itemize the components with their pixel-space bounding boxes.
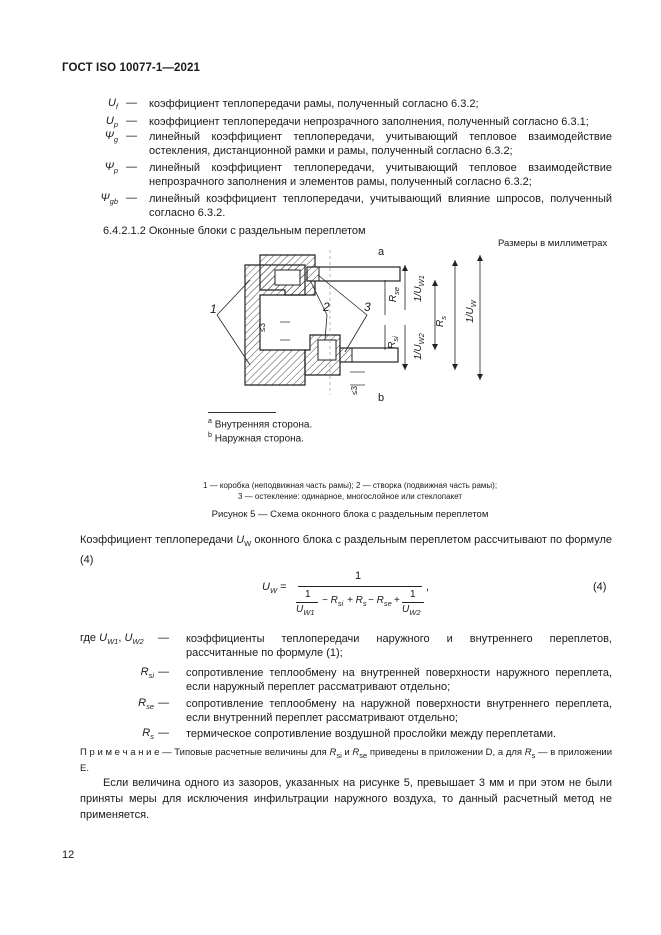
rse-label: $R_{se}$: [388, 286, 402, 303]
uw2-label: $1/U_{W2}$: [412, 333, 426, 360]
formula-inner-bar-2: [402, 602, 424, 603]
def-dash: —: [126, 130, 137, 142]
def-dash: —: [126, 161, 137, 173]
formula-number: (4): [593, 581, 607, 593]
def-symbol: $\Psi_g$: [104, 130, 118, 145]
callout-2: 2: [323, 300, 330, 314]
formula-inner-one-1: 1: [305, 589, 311, 600]
where-symbol: $R_{se}$: [138, 697, 154, 712]
section-heading: 6.4.2.1.2 Оконные блоки с раздельным переплетом: [103, 225, 366, 237]
footnote-divider: [208, 412, 276, 413]
formula-inner-one-2: 1: [410, 589, 416, 600]
formula-plus: +: [394, 595, 400, 606]
def-dash: —: [126, 115, 137, 127]
rs-label: $R_s$: [434, 316, 448, 327]
figure-legend-line1: 1 — коробка (неподвижная часть рамы); 2 — створка (подвижная часть рамы);: [202, 481, 498, 490]
where-text: термическое сопротивление воздушной прослойки между переплетами.: [186, 728, 557, 740]
page-number: 12: [62, 849, 75, 861]
formula-rsi: − $R_{si}$: [322, 595, 344, 608]
figure-caption: Рисунок 5 — Схема оконного блока с раздельным переплетом: [211, 509, 489, 520]
def-text: коэффициент теплопередачи рамы, полученный согласно 6.3.2;: [149, 98, 479, 110]
callout-1: 1: [210, 302, 217, 316]
where-dash: —: [158, 727, 169, 739]
where-dash: —: [158, 632, 169, 644]
uw1-label: $1/U_{W1}$: [412, 275, 426, 302]
footnote-b: $^b$ Наружная сторона.: [208, 432, 305, 445]
formula-lhs: $U_W$ =: [262, 581, 287, 596]
upper-sash-inner: [275, 270, 300, 285]
def-symbol: $U_p$: [105, 115, 118, 130]
label-inner-side: a: [378, 246, 385, 258]
def-symbol: $U_f$: [107, 97, 118, 112]
where-text: сопротивление теплообмену на наружной поверхности внутреннего переплета, если внутренний переплет рассматривают отдельно;: [186, 698, 612, 724]
paragraph-intro: Коэффициент теплопередачи $U_W$ оконного блока с раздельным переплетом рассчитывают по формуле (4): [80, 534, 612, 567]
document-header: ГОСТ ISO 10077-1—2021: [62, 62, 200, 74]
figure-legend-line2: 3 — остекление: одинарное, многослойное или стеклопакет: [238, 492, 462, 501]
def-text: линейный коэффициент теплопередачи, учитывающий тепловое взаимодействие остекления, дистанционной рамки и рамы, полученный согласно 6.3.2;: [149, 131, 612, 157]
def-symbol: $\Psi_{gb}$: [100, 192, 118, 207]
callout-3: 3: [364, 300, 371, 314]
def-dash: —: [126, 97, 137, 109]
formula-uw2: $U_{W2}$: [402, 604, 421, 617]
def-text: линейный коэффициент теплопередачи, учитывающий влияние шпросов, полученный согласно 6.3.2.: [149, 193, 612, 219]
formula-main-bar: [298, 586, 422, 587]
uw-label: $1/U_W$: [464, 300, 478, 323]
formula-rse: − $R_{se}$: [368, 595, 392, 608]
formula-rs: + $R_s$: [347, 595, 367, 608]
formula-comma: ,: [426, 581, 430, 593]
where-dash: —: [158, 697, 169, 709]
where-dash: —: [158, 666, 169, 678]
formula-inner-bar-1: [296, 602, 318, 603]
dimensions-note: Размеры в миллиметрах: [498, 238, 608, 249]
def-text: линейный коэффициент теплопередачи, учитывающий тепловое взаимодействие непрозрачного заполнения и элементов рамы, полученный согласно 6.3.2;: [149, 162, 612, 188]
gap-label-bottom: ≤3: [349, 386, 359, 395]
note: П р и м е ч а н и е — Типовые расчетные величины для $R_{si}$ и $R_{se}$ приведены в приложении D, а для $R_s$ — в приложении E.: [80, 747, 613, 774]
lower-sash-inner: [318, 340, 336, 360]
where-symbol: где $U_{W1}$, $U_{W2}$: [80, 632, 144, 647]
where-text: сопротивление теплообмену на внутренней поверхности наружного переплета, если наружный переплет рассматривают отдельно;: [186, 667, 612, 693]
formula-uw1: $U_{W1}$: [296, 604, 315, 617]
footnote-a: $^a$ Внутренняя сторона.: [208, 418, 313, 431]
upper-bead: [307, 267, 319, 281]
gap-label-top: ≤3: [257, 323, 267, 332]
upper-glazing: [307, 267, 400, 281]
rsi-label: $R_{si}$: [386, 336, 400, 349]
window-section-figure: [190, 240, 510, 410]
formula-numerator: 1: [355, 570, 362, 582]
where-symbol: $R_s$: [142, 727, 154, 742]
def-dash: —: [126, 192, 137, 204]
paragraph-infiltration: Если величина одного из зазоров, указанных на рисунке 5, превышает 3 мм и при этом не были приняты меры для исключения инфильтрации наружного воздуха, то данный расчетный метод не применяется.: [80, 777, 612, 821]
def-symbol: $\Psi_p$: [104, 161, 118, 176]
where-symbol: $R_{si}$: [140, 666, 154, 681]
label-outer-side: b: [378, 392, 385, 404]
def-text: коэффициент теплопередачи непрозрачного заполнения, полученный согласно 6.3.1;: [149, 116, 589, 128]
where-text: коэффициенты теплопередачи наружного и внутреннего переплетов, рассчитанные по формуле (1);: [186, 633, 612, 659]
